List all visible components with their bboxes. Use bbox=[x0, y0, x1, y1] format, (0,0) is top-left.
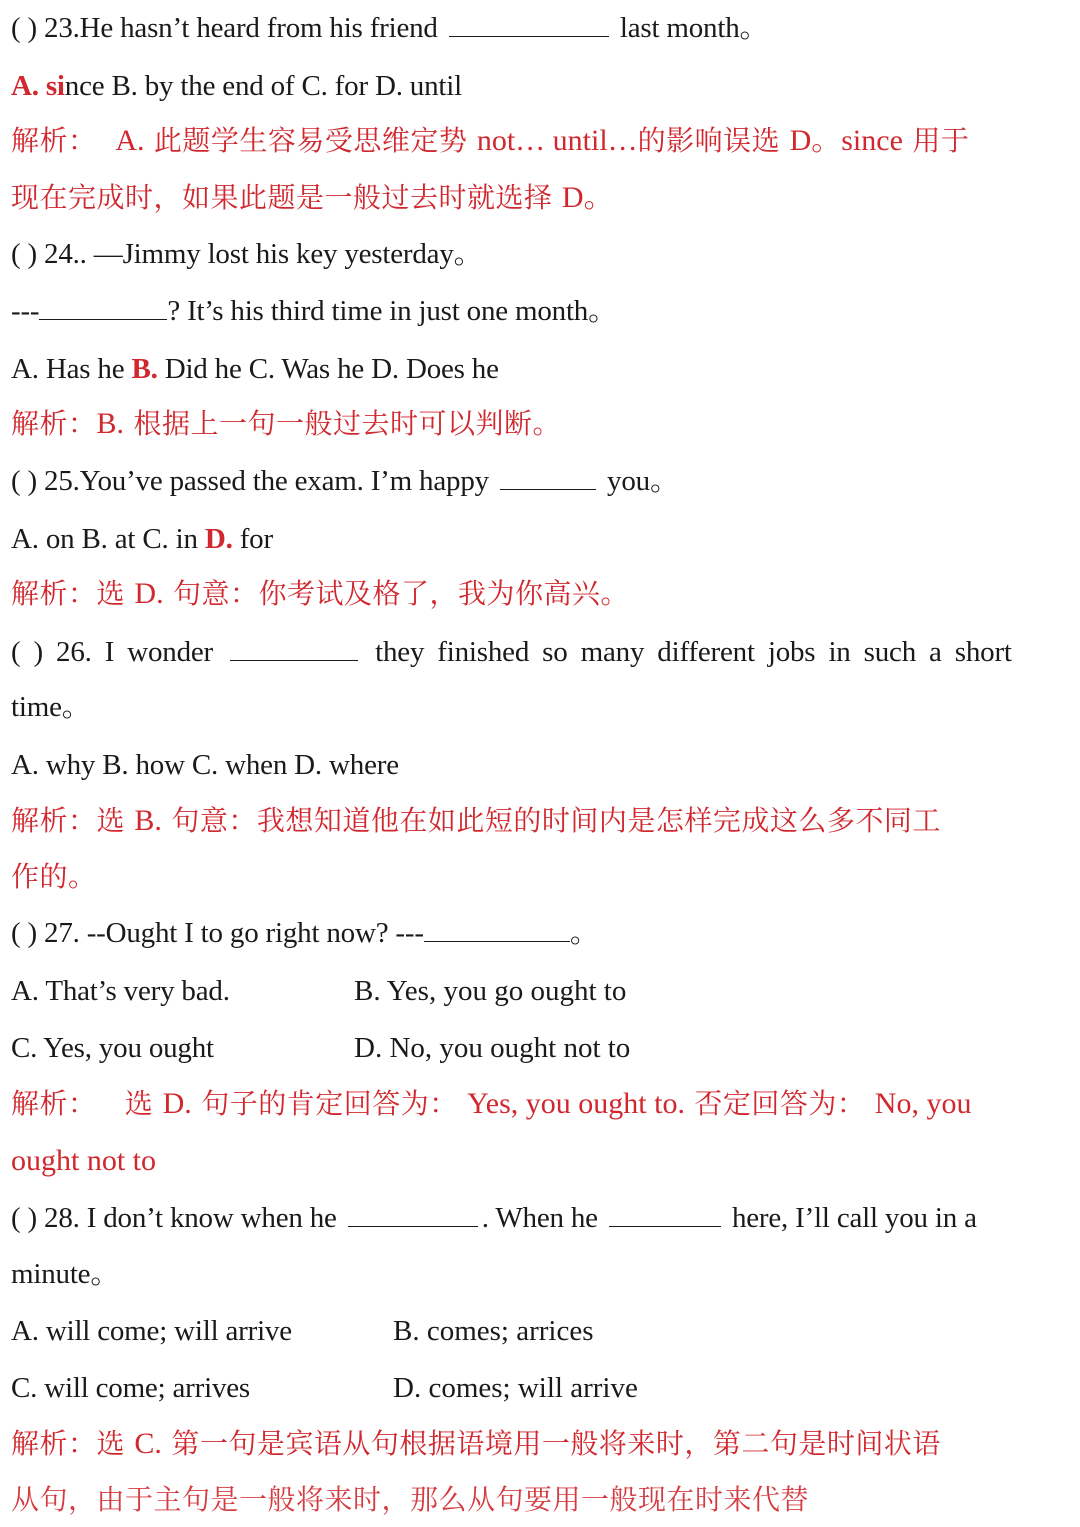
question-24-option-a: A. Has he bbox=[11, 353, 125, 385]
question-25-option-b: B. at bbox=[81, 523, 136, 555]
question-23-answer-mark: A. si bbox=[11, 70, 65, 102]
question-23-stem bbox=[11, 10, 768, 46]
analysis-label: 解析：选 bbox=[11, 1427, 126, 1460]
analysis-answer-letter: C. bbox=[134, 1427, 162, 1460]
question-24-blank bbox=[39, 293, 167, 320]
question-23-option-d: D. until bbox=[374, 70, 462, 102]
analysis-english: ought not to bbox=[11, 1144, 157, 1177]
analysis-answer-letter: D。 bbox=[561, 181, 614, 214]
analysis-answer-letter: B. bbox=[96, 407, 125, 440]
analysis-text: 否定回答为： bbox=[694, 1087, 866, 1120]
question-23-stem-prefix: ( ) 23.He hasn’t heard from his friend bbox=[11, 12, 438, 44]
question-23-option-c: C. for bbox=[301, 70, 368, 102]
question-28-analysis-line-1 bbox=[11, 1426, 941, 1462]
question-23-analysis-line-1 bbox=[11, 123, 969, 159]
question-26-analysis-line-2: 作的。 bbox=[11, 860, 97, 893]
question-28-blank-2 bbox=[609, 1200, 721, 1227]
analysis-label: 解析：选 bbox=[11, 577, 126, 610]
question-28-option-d: D. comes; will arrive bbox=[393, 1372, 638, 1404]
question-28-analysis-line-2: 从句，由于主句是一般将来时，那么从句要用一般现在时来代替 bbox=[11, 1483, 810, 1516]
question-25-option-a: A. on bbox=[11, 523, 75, 555]
question-23-analysis-line-2 bbox=[11, 180, 614, 216]
analysis-answer-letter: D. bbox=[134, 577, 164, 610]
question-24-option-d: D. Does he bbox=[371, 353, 499, 385]
question-26-stem-suffix: they finished so many different jobs in such a short bbox=[375, 636, 1012, 668]
question-28-stem-line-2: minute。 bbox=[11, 1258, 120, 1290]
question-27-blank bbox=[424, 915, 570, 942]
question-27-option-b: B. Yes, you go ought to bbox=[354, 975, 627, 1007]
question-28-stem-line-1 bbox=[11, 1200, 1070, 1236]
question-24-stem-line-1: ( ) 24.. —Jimmy lost his key yesterday。 bbox=[11, 238, 483, 270]
question-25-stem-suffix: you。 bbox=[607, 465, 679, 497]
question-25-stem bbox=[11, 463, 679, 499]
question-25-option-c: C. in bbox=[142, 523, 198, 555]
analysis-text: 句意：你考试及格了，我为你高兴。 bbox=[173, 577, 630, 610]
question-27-analysis-line-1 bbox=[11, 1086, 1070, 1122]
analysis-text: 句意：我想知道他在如此短的时间内是怎样完成这么多不同工 bbox=[171, 804, 941, 837]
analysis-answer-letter: B. bbox=[134, 804, 162, 837]
analysis-text: 选 bbox=[124, 1087, 154, 1120]
question-24-option-c: C. Was he bbox=[248, 353, 365, 385]
question-28-option-c: C. will come; arrives bbox=[11, 1372, 251, 1404]
question-28-option-b: B. comes; arrices bbox=[393, 1315, 594, 1347]
question-23-option-a-rest: nce bbox=[64, 70, 105, 102]
analysis-english: No, you bbox=[874, 1087, 972, 1120]
question-25-blank bbox=[500, 463, 596, 490]
analysis-label: 解析： bbox=[11, 407, 97, 440]
question-24-analysis bbox=[11, 406, 561, 442]
analysis-text: 根据上一句一般过去时可以判断。 bbox=[133, 407, 561, 440]
question-25-stem-prefix: ( ) 25.You’ve passed the exam. I’m happy bbox=[11, 465, 489, 497]
question-27-stem-prefix: ( ) 27. --Ought I to go right now? --- bbox=[11, 917, 424, 949]
question-27-stem-suffix: 。 bbox=[569, 917, 599, 949]
question-24-stem-suffix: ? It’s his third time in just one month。 bbox=[167, 295, 617, 327]
question-26-stem-line-2: time。 bbox=[11, 691, 91, 723]
analysis-text: 用于 bbox=[912, 124, 970, 157]
analysis-text: 的影响误选 bbox=[637, 124, 781, 157]
question-28-stem-mid: . When he bbox=[481, 1202, 598, 1234]
analysis-label: 解析：选 bbox=[11, 804, 126, 837]
question-28-stem-prefix: ( ) 28. I don’t know when he bbox=[11, 1202, 337, 1234]
analysis-english: not… until… bbox=[476, 124, 638, 157]
analysis-english: Yes, you ought to. bbox=[467, 1087, 685, 1120]
question-28-stem-suffix: here, I’ll call you in a bbox=[731, 1202, 977, 1234]
question-26-options: A. why B. how C. when D. where bbox=[11, 749, 399, 781]
analysis-answer-letter: A. bbox=[115, 124, 145, 157]
question-23-option-b: B. by the end of bbox=[111, 70, 295, 102]
question-28-blank-1 bbox=[348, 1200, 478, 1227]
question-27-option-a: A. That’s very bad. bbox=[11, 975, 230, 1007]
question-24-stem-line-2 bbox=[11, 293, 617, 329]
question-26-stem-line-1 bbox=[11, 634, 1070, 670]
analysis-text: 第一句是宾语从句根据语境用一般将来时，第二句是时间状语 bbox=[171, 1427, 941, 1460]
question-25-answer-mark: D. bbox=[204, 523, 233, 555]
question-28-option-a: A. will come; will arrive bbox=[11, 1315, 292, 1347]
question-24-option-b-rest: Did he bbox=[164, 353, 242, 385]
question-27-stem bbox=[11, 915, 599, 951]
analysis-english: D。since bbox=[789, 124, 903, 157]
analysis-text: 句子的肯定回答为： bbox=[201, 1087, 458, 1120]
question-26-analysis-line-1 bbox=[11, 803, 941, 839]
question-26-blank bbox=[230, 634, 358, 661]
analysis-label: 解析： bbox=[11, 1087, 97, 1120]
question-23-options bbox=[11, 68, 462, 104]
dialogue-dash: --- bbox=[11, 295, 40, 327]
analysis-text: 现在完成时，如果此题是一般过去时就选择 bbox=[11, 181, 553, 214]
question-26-stem-prefix: ( ) 26. I wonder bbox=[11, 636, 213, 668]
question-27-option-c: C. Yes, you ought bbox=[11, 1032, 214, 1064]
question-23-blank bbox=[449, 10, 609, 37]
question-23-stem-suffix: last month。 bbox=[619, 12, 769, 44]
question-27-option-d: D. No, you ought not to bbox=[354, 1032, 631, 1064]
analysis-label: 解析： bbox=[11, 124, 97, 157]
question-24-answer-mark: B. bbox=[131, 353, 158, 385]
question-24-options bbox=[11, 351, 499, 387]
question-27-analysis-line-2 bbox=[11, 1143, 156, 1179]
question-25-option-d-rest: for bbox=[239, 523, 273, 555]
question-25-analysis bbox=[11, 576, 629, 612]
analysis-answer-letter: D. bbox=[162, 1087, 192, 1120]
question-25-options bbox=[11, 521, 273, 557]
analysis-text: 此题学生容易受思维定势 bbox=[153, 124, 468, 157]
